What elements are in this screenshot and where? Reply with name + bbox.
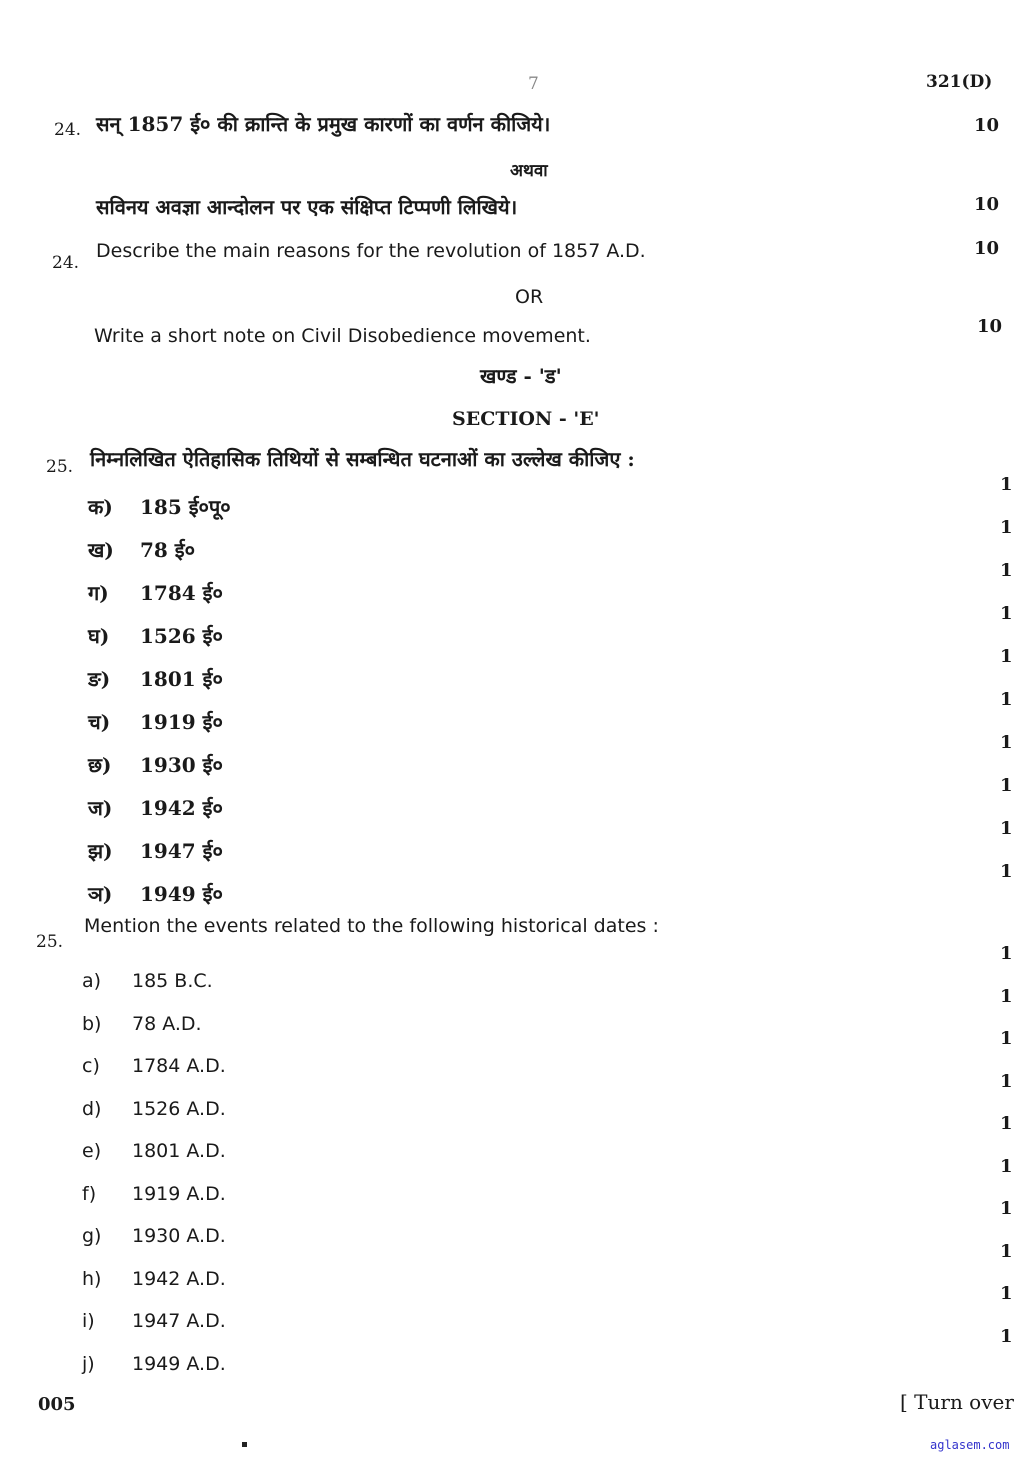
item-marks: 1 [1000, 1325, 1013, 1347]
item-date: 1930 A.D. [132, 1225, 226, 1247]
item-date: 1784 ई० [140, 581, 223, 605]
item-label: e) [82, 1140, 102, 1162]
item-label: घ) [88, 624, 110, 648]
question-text: निम्नलिखित ऐतिहासिक तिथियों से सम्बन्धित घटनाओं का उल्लेख कीजिए : [90, 447, 635, 471]
question-number: 24. [52, 253, 80, 273]
item-date: 1949 A.D. [132, 1352, 226, 1375]
item-label: g) [82, 1225, 102, 1247]
item-marks: 1 [1000, 1155, 1013, 1177]
item-label: ङ) [88, 667, 111, 691]
marks: 10 [974, 238, 1000, 259]
item-marks: 1 [1000, 1240, 1013, 1262]
question-alt-text: Write a short note on Civil Disobedience movement. [94, 325, 591, 347]
item-date: 185 ई०पू० [140, 495, 231, 519]
item-label: j) [82, 1352, 95, 1375]
section-heading: SECTION - 'E' [452, 408, 600, 430]
item-marks: 1 [1000, 861, 1013, 882]
section-heading-hindi: खण्ड - 'ड' [480, 364, 562, 388]
question-alt-text: सविनय अवज्ञा आन्दोलन पर एक संक्षिप्त टिप्पणी लिखिये। [96, 195, 518, 219]
item-label: a) [82, 970, 102, 992]
item-marks: 1 [1000, 985, 1013, 1007]
item-marks: 1 [1000, 943, 1013, 964]
footer-code: 005 [38, 1394, 76, 1415]
item-date: 1784 A.D. [132, 1055, 226, 1077]
item-date: 1930 ई० [140, 753, 223, 777]
item-marks: 1 [1000, 689, 1013, 710]
paper-code: 321(D) [926, 72, 993, 92]
scan-dot [242, 1442, 247, 1447]
item-date: 1919 A.D. [132, 1182, 226, 1205]
item-marks: 1 [1000, 474, 1013, 495]
item-date: 1942 A.D. [132, 1267, 226, 1290]
item-label: क) [88, 495, 113, 519]
marks: 10 [974, 115, 1000, 136]
item-date: 1947 ई० [140, 839, 223, 863]
item-marks: 1 [1000, 1283, 1013, 1304]
question-number: 24. [54, 120, 82, 140]
item-label: f) [82, 1182, 97, 1205]
item-date: 1526 ई० [140, 624, 223, 648]
item-date: 78 A.D. [132, 1012, 202, 1035]
marks: 10 [974, 194, 1000, 215]
item-date: 1942 ई० [140, 796, 223, 820]
item-label: ग) [88, 581, 109, 605]
item-marks: 1 [1000, 1028, 1013, 1049]
item-label: झ) [88, 839, 113, 863]
item-date: 1947 A.D. [132, 1310, 226, 1332]
marks: 10 [977, 316, 1003, 337]
item-label: h) [82, 1267, 102, 1290]
item-label: च) [88, 710, 111, 734]
item-marks: 1 [1000, 603, 1013, 624]
item-marks: 1 [1000, 732, 1013, 753]
item-label: d) [82, 1097, 102, 1120]
item-marks: 1 [1000, 560, 1013, 581]
item-date: 1801 A.D. [132, 1140, 226, 1162]
item-date: 78 ई० [140, 538, 196, 562]
item-label: ञ) [88, 882, 113, 906]
or-label: OR [515, 286, 544, 308]
item-label: b) [82, 1012, 102, 1035]
item-label: c) [82, 1055, 100, 1077]
item-marks: 1 [1000, 818, 1013, 839]
item-label: ख) [88, 538, 114, 562]
item-marks: 1 [1000, 1198, 1013, 1219]
item-marks: 1 [1000, 775, 1013, 796]
item-date: 185 B.C. [132, 970, 213, 992]
watermark: aglasem.com [930, 1438, 1010, 1452]
item-marks: 1 [1000, 517, 1013, 538]
question-number: 25. [46, 457, 74, 477]
turn-over: [ Turn over [900, 1390, 1014, 1414]
question-text: Describe the main reasons for the revolution of 1857 A.D. [96, 240, 646, 262]
item-date: 1526 A.D. [132, 1097, 226, 1120]
item-marks: 1 [1000, 1070, 1013, 1092]
item-date: 1801 ई० [140, 667, 223, 691]
item-date: 1949 ई० [140, 882, 223, 906]
item-label: ज) [88, 796, 113, 820]
question-text: सन् 1857 ई० की क्रान्ति के प्रमुख कारणों का वर्णन कीजिये। [96, 112, 551, 136]
item-marks: 1 [1000, 1113, 1013, 1134]
item-label: i) [82, 1310, 95, 1332]
item-date: 1919 ई० [140, 710, 223, 734]
item-marks: 1 [1000, 646, 1013, 667]
question-text: Mention the events related to the following historical dates : [84, 915, 659, 937]
item-label: छ) [88, 753, 112, 777]
or-label: अथवा [510, 161, 548, 181]
page-number: 7 [528, 74, 539, 94]
question-number: 25. [36, 932, 64, 952]
